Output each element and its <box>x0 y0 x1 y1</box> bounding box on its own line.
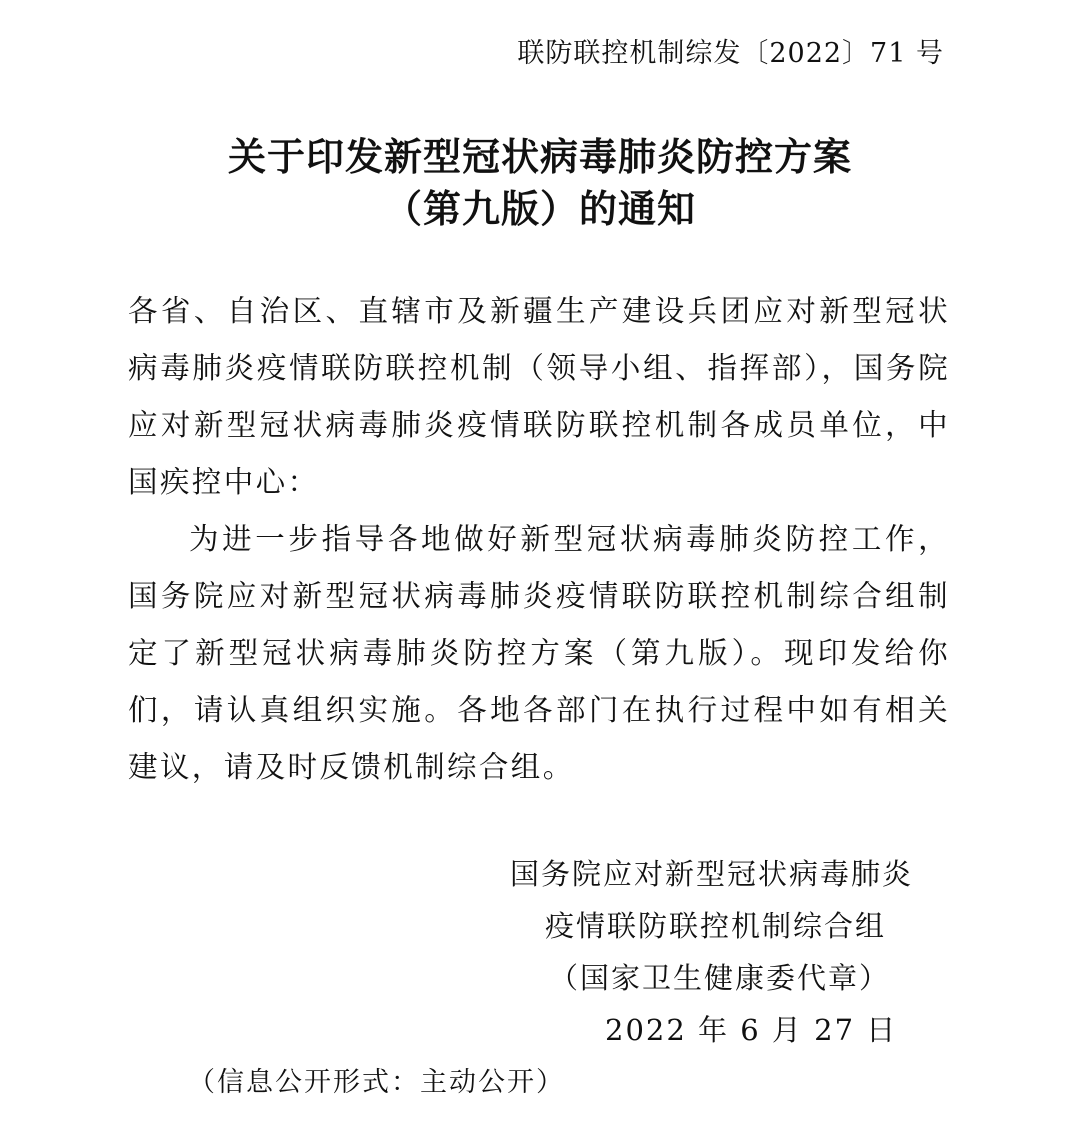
signature-org-line-2: 疫情联防联控机制综合组 <box>545 909 887 943</box>
document-number: 联防联控机制综发〔2022〕71 号 <box>517 38 944 69</box>
signature-date: 2022 年 6 月 27 日 <box>605 1013 898 1047</box>
salutation-paragraph: 各省、自治区、直辖市及新疆生产建设兵团应对新型冠状病毒肺炎疫情联防联控机制（领导小组、指挥部），国务院应对新型冠状病毒肺炎疫情联防联控机制各成员单位，中国疾控中心： <box>128 294 950 499</box>
document-title-line-2: （第九版）的通知 <box>383 187 696 231</box>
signature-org-line-1: 国务院应对新型冠状病毒肺炎 <box>510 857 914 891</box>
signature-seal-note: （国家卫生健康委代章） <box>549 961 891 995</box>
main-paragraph: 为进一步指导各地做好新型冠状病毒肺炎防控工作，国务院应对新型冠状病毒肺炎疫情联防联控机制综合组制定了新型冠状病毒肺炎防控方案（第九版）。现印发给你们，请认真组织实施。各地各部门在执行过程中如有相关建议，请及时反馈机制综合组。 <box>128 522 950 784</box>
document-title-line-1: 关于印发新型冠状病毒肺炎防控方案 <box>227 135 852 179</box>
disclosure-note: （信息公开形式：主动公开） <box>188 1067 565 1098</box>
